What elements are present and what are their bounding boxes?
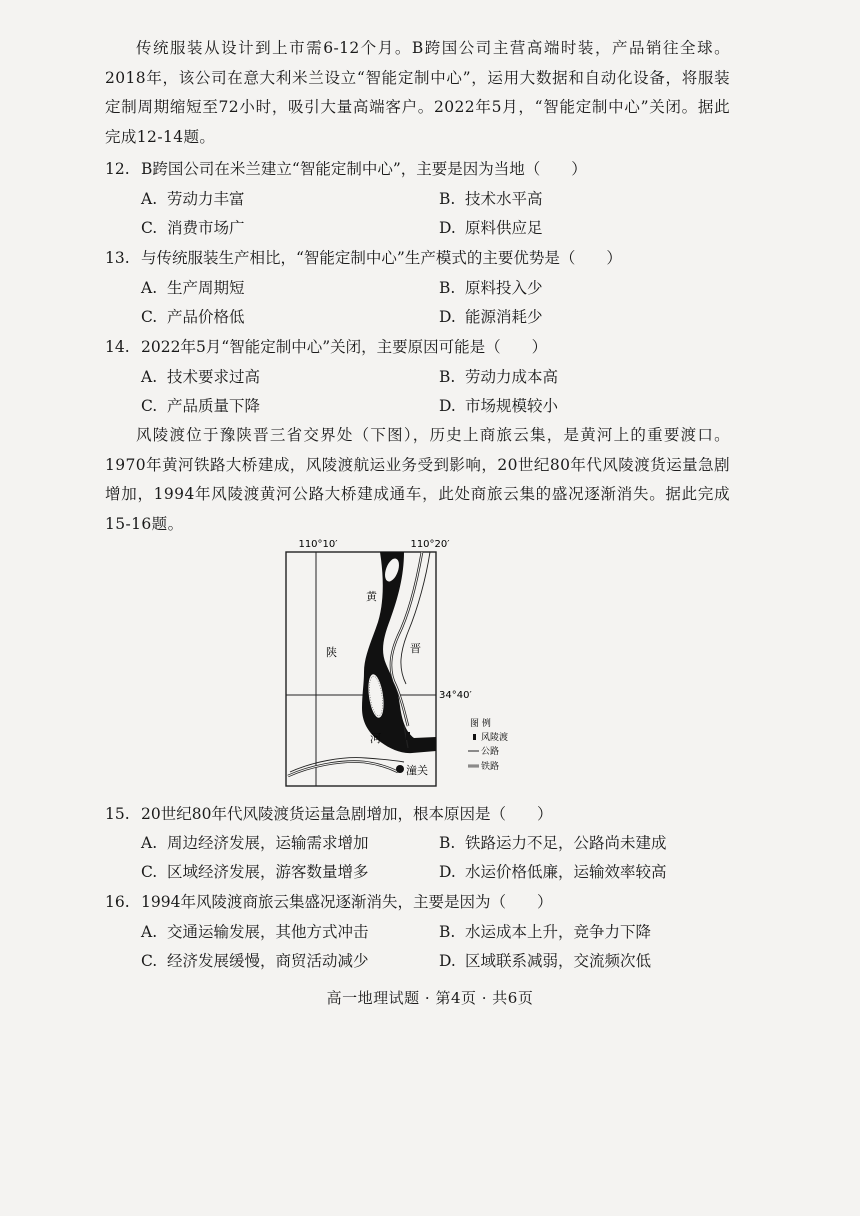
question-number: 15. — [105, 805, 130, 823]
option-13b: B. 原料投入少 — [439, 279, 543, 297]
option-12d: D. 原料供应足 — [439, 219, 543, 237]
option-15d: D. 水运价格低廉，运输效率较高 — [439, 863, 667, 881]
fenglingdu-marker — [406, 732, 410, 740]
map-svg — [280, 536, 520, 796]
label-jin: 晋 — [410, 642, 421, 655]
label-he: 河 — [370, 732, 381, 745]
option-16b: B. 水运成本上升，竞争力下降 — [439, 923, 652, 941]
question-16 — [105, 888, 745, 916]
option-13a: A. 生产周期短 — [141, 279, 245, 297]
option-16a: A. 交通运输发展，其他方式冲击 — [141, 923, 369, 941]
option-12c: C. 消费市场广 — [141, 219, 245, 237]
question-12 — [105, 155, 745, 183]
option-13d: D. 能源消耗少 — [439, 308, 543, 326]
question-number: 12. — [105, 160, 130, 178]
option-14a: A. 技术要求过高 — [141, 368, 261, 386]
question-14 — [105, 333, 745, 361]
question-number: 16. — [105, 893, 130, 911]
yellow-river — [362, 552, 436, 753]
question-stem: B跨国公司在米兰建立“智能定制中心”，主要是因为当地（ ） — [141, 160, 587, 178]
legend-ferry-symbol — [473, 734, 476, 740]
option-12b: B. 技术水平高 — [439, 190, 543, 208]
fenglingdu-map — [280, 536, 520, 796]
lon-label-right: 110°20′ — [410, 539, 450, 550]
legend-ferry: 风陵渡 — [481, 733, 509, 743]
option-13c: C. 产品价格低 — [141, 308, 245, 326]
option-16d: D. 区域联系减弱，交流频次低 — [439, 952, 652, 970]
option-15c: C. 区域经济发展，游客数量增多 — [141, 863, 369, 881]
passage-2: 风陵渡位于豫陕晋三省交界处（下图），历史上商旅云集，是黄河上的重要渡口。1970年黄河铁路大桥建成，风陵渡航运业务受到影响，20世纪80年代风陵渡货运量急剧增加，1994年风陵渡黄河公路大桥建成通车，此处商旅云集的盛况逐渐消失。据此完成15-16题。 — [105, 426, 730, 533]
railway-south — [288, 762, 398, 776]
map-legend — [468, 717, 508, 772]
question-stem: 2022年5月“智能定制中心”关闭，主要原因可能是（ ） — [141, 338, 548, 356]
option-16c: C. 经济发展缓慢，商贸活动减少 — [141, 952, 369, 970]
question-number: 14. — [105, 338, 130, 356]
question-stem: 20世纪80年代风陵渡货运量急剧增加，根本原因是（ ） — [141, 805, 553, 823]
question-stem: 与传统服装生产相比，“智能定制中心”生产模式的主要优势是（ ） — [141, 249, 622, 267]
option-14d: D. 市场规模较小 — [439, 397, 559, 415]
question-13 — [105, 244, 745, 272]
legend-road: 公路 — [481, 747, 500, 757]
tongguan-marker — [396, 765, 404, 773]
passage-1: 传统服装从设计到上市需6-12个月。B跨国公司主营高端时装，产品销往全球。2018年，该公司在意大利米兰设立“智能定制中心”，运用大数据和自动化设备，将服装定制周期缩短至72小时，吸引大量高端客户。2022年5月，“智能定制中心”关闭。据此完成12-14题。 — [105, 39, 730, 146]
option-15a: A. 周边经济发展，运输需求增加 — [141, 834, 369, 852]
page-footer: 高一地理试题 · 第4页 · 共6页 — [326, 989, 534, 1007]
label-shaan: 陕 — [326, 646, 337, 659]
question-15 — [105, 800, 745, 828]
legend-rail: 铁路 — [481, 762, 500, 772]
tongguan-label: 潼关 — [406, 764, 428, 777]
label-huang: 黄 — [366, 590, 377, 603]
option-14c: C. 产品质量下降 — [141, 397, 261, 415]
option-15b: B. 铁路运力不足，公路尚未建成 — [439, 834, 667, 852]
lat-label: 34°40′ — [439, 690, 472, 701]
question-number: 13. — [105, 249, 130, 267]
option-12a: A. 劳动力丰富 — [141, 190, 245, 208]
question-stem: 1994年风陵渡商旅云集盛况逐渐消失，主要是因为（ ） — [141, 893, 553, 911]
option-14b: B. 劳动力成本高 — [439, 368, 559, 386]
lon-label-left: 110°10′ — [298, 539, 338, 550]
legend-title: 图 例 — [470, 719, 491, 729]
